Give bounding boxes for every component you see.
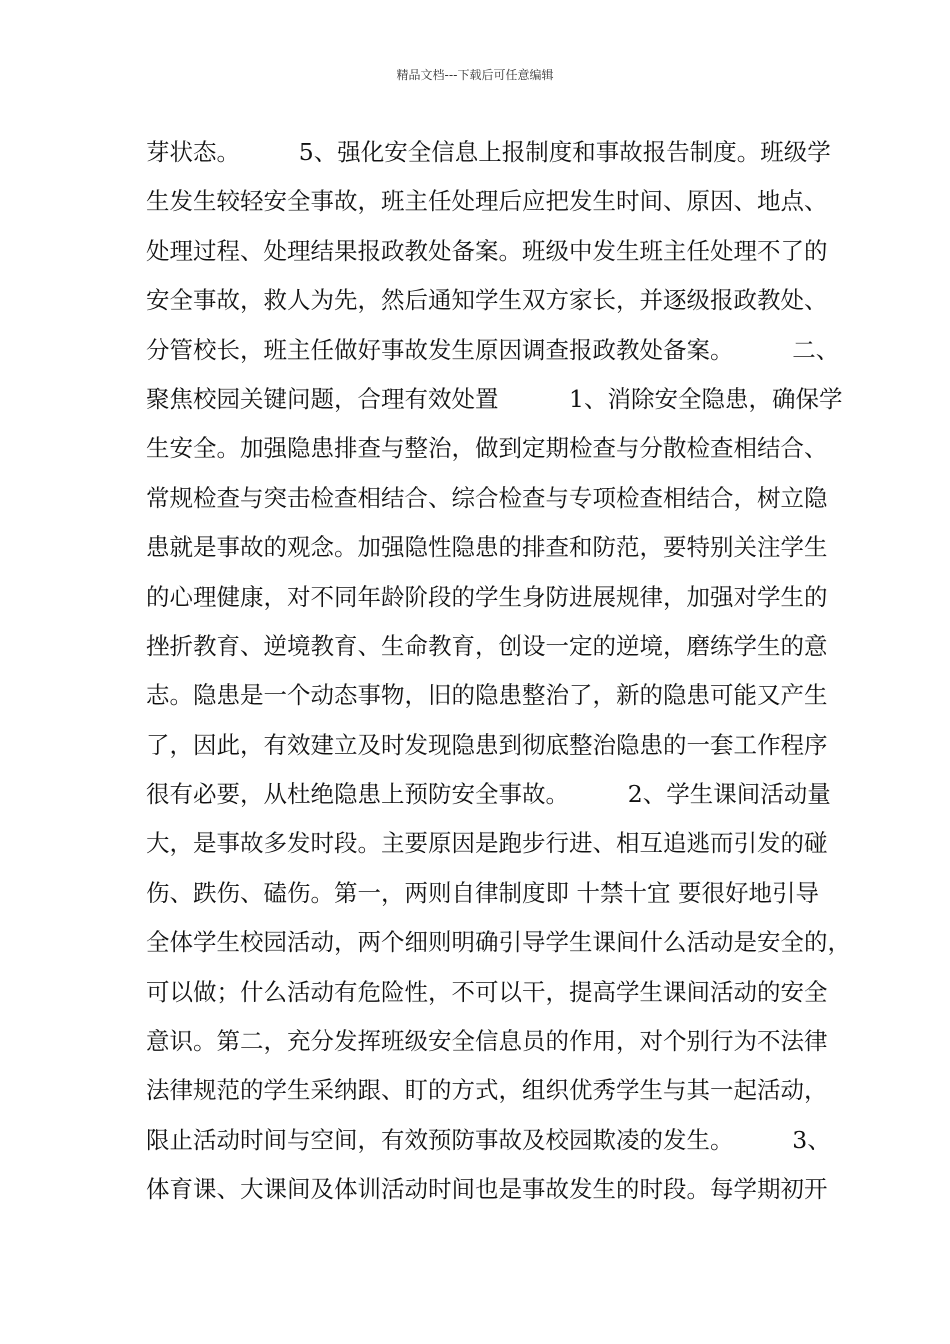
text-line: 分管校长，班主任做好事故发生原因调查报政教处备案。 二、	[146, 335, 840, 364]
text-line: 体育课、大课间及体训活动时间也是事故发生的时段。每学期初开	[146, 1175, 828, 1204]
text-line: 伤、跌伤、磕伤。第一，两则自律制度即 十禁十宜 要很好地引导	[146, 878, 819, 907]
text-line: 可以做；什么活动有危险性，不可以干，提高学生课间活动的安全	[146, 977, 828, 1006]
text-line: 处理过程、处理结果报政教处备案。班级中发生班主任处理不了的	[146, 236, 828, 265]
text-line: 常规检查与突击检查相结合、综合检查与专项检查相结合，树立隐	[146, 483, 828, 512]
text-line: 了，因此，有效建立及时发现隐患到彻底整治隐患的一套工作程序	[146, 730, 828, 759]
text-line: 志。隐患是一个动态事物，旧的隐患整治了，新的隐患可能又产生	[146, 681, 828, 710]
body-text	[146, 128, 851, 1215]
text-line: 聚焦校园关键问题，合理有效处置 1、消除安全隐患，确保学	[146, 384, 843, 413]
text-line: 很有必要，从杜绝隐患上预防安全事故。 2、学生课间活动量	[146, 780, 831, 809]
text-line: 全体学生校园活动，两个细则明确引导学生课间什么活动是安全的，	[146, 928, 851, 957]
text-line: 芽状态。 5、强化安全信息上报制度和事故报告制度。班级学	[146, 138, 831, 166]
text-line: 生安全。加强隐患排查与整治，做到定期检查与分散检查相结合、	[146, 434, 828, 463]
text-line: 挫折教育、逆境教育、生命教育，创设一定的逆境，磨练学生的意	[146, 631, 828, 660]
text-line: 的心理健康，对不同年龄阶段的学生身防进展规律，加强对学生的	[146, 582, 828, 611]
text-line: 法律规范的学生采纳跟、盯的方式，组织优秀学生与其一起活动，	[146, 1076, 828, 1105]
page-header: 精品文档---下载后可任意编辑	[396, 68, 554, 82]
text-line: 安全事故，救人为先，然后通知学生双方家长，并逐级报政教处、	[146, 286, 828, 315]
text-line: 意识。第二，充分发挥班级安全信息员的作用，对个别行为不法律	[146, 1027, 828, 1056]
text-line: 生发生较轻安全事故，班主任处理后应把发生时间、原因、地点、	[146, 187, 828, 216]
text-line: 限止活动时间与空间，有效预防事故及校园欺凌的发生。 3、	[146, 1125, 831, 1154]
text-line: 大，是事故多发时段。主要原因是跑步行进、相互追逃而引发的碰	[146, 829, 828, 858]
text-line: 患就是事故的观念。加强隐性隐患的排查和防范，要特别关注学生	[146, 533, 828, 562]
